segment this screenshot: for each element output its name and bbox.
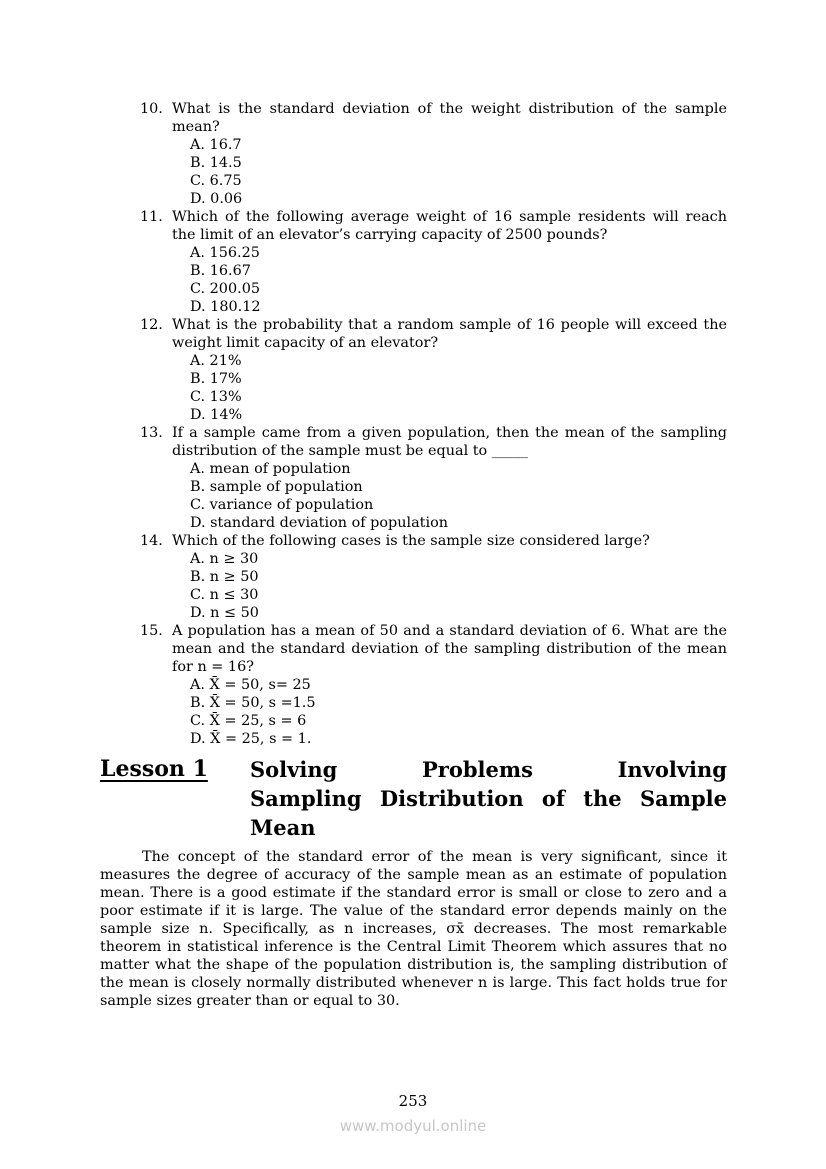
question-option: C. 6.75 — [190, 173, 242, 189]
question-option: C. n ≤ 30 — [190, 587, 259, 603]
question-body — [172, 532, 727, 622]
question-text: Which of the following cases is the sample size considered large? — [172, 533, 650, 549]
question-13 — [140, 424, 727, 532]
question-number: 14. — [140, 533, 163, 549]
question-option: C. X̄ = 25, s = 6 — [190, 713, 307, 729]
question-body — [172, 622, 727, 748]
lesson-heading — [100, 755, 727, 842]
question-text: If a sample came from a given population, then the mean of the sampling distribution of the sample must be equal to _____ — [172, 425, 727, 459]
question-option: B. 16.67 — [190, 263, 251, 279]
question-number: 11. — [140, 209, 163, 225]
question-10 — [140, 100, 727, 208]
lesson-title-line: Sampling Distribution of the Sample — [250, 786, 727, 811]
question-15 — [140, 622, 727, 748]
question-11 — [140, 208, 727, 316]
question-option: A. X̄ = 50, s= 25 — [190, 677, 311, 693]
question-number: 15. — [140, 623, 163, 639]
question-option: D. 180.12 — [190, 299, 261, 315]
page-content — [100, 100, 727, 1010]
lesson-label: Lesson 1 — [100, 756, 208, 782]
question-option: C. 200.05 — [190, 281, 260, 297]
question-number: 13. — [140, 425, 163, 441]
question-option: B. X̄ = 50, s =1.5 — [190, 695, 316, 711]
page-footer — [0, 1092, 826, 1135]
question-option: D. 0.06 — [190, 191, 243, 207]
question-body — [172, 100, 727, 208]
lesson-intro-paragraph: The concept of the standard error of the mean is very significant, since it measures the degree of accuracy of the sample mean as an estimate of population mean. There is a good estimate if the standard error is small or close to zero and a poor estimate if it is large. The value of the standard error depends mainly on the sample size n. Specifically, as n increases, σx̄ decreases. The most remarkable theorem in statistical inference is the Central Limit Theorem which assures that no matter what the shape of the population distribution is, the sampling distribution of the mean is closely normally distributed whenever n is large. This fact holds true for sample sizes greater than or equal to 30. — [100, 849, 727, 1009]
question-text: A population has a mean of 50 and a standard deviation of 6. What are the mean and the standard deviation of the sampling distribution of the mean for n = 16? — [172, 623, 727, 675]
question-number: 12. — [140, 317, 163, 333]
question-text: What is the probability that a random sample of 16 people will exceed the weight limit capacity of an elevator? — [172, 317, 727, 351]
question-option: A. 21% — [190, 353, 242, 369]
page-number: 253 — [398, 1092, 428, 1110]
question-text: Which of the following average weight of 16 sample residents will reach the limit of an elevator’s carrying capacity of 2500 pounds? — [172, 209, 727, 243]
question-option: D. 14% — [190, 407, 243, 423]
question-option: A. 16.7 — [190, 137, 242, 153]
lesson-title — [250, 755, 727, 842]
question-body — [172, 424, 727, 532]
question-option: B. n ≥ 50 — [190, 569, 259, 585]
question-number: 10. — [140, 101, 163, 117]
question-option: B. 14.5 — [190, 155, 242, 171]
question-option: B. 17% — [190, 371, 242, 387]
question-body — [172, 208, 727, 316]
question-option: A. 156.25 — [190, 245, 260, 261]
lesson-title-line: Solving Problems Involving — [250, 757, 727, 782]
question-option: B. sample of population — [190, 479, 363, 495]
question-text: What is the standard deviation of the weight distribution of the sample mean? — [172, 101, 727, 135]
question-option: C. variance of population — [190, 497, 374, 513]
question-12 — [140, 316, 727, 424]
question-option: D. standard deviation of population — [190, 515, 448, 531]
question-option: C. 13% — [190, 389, 242, 405]
question-option: D. n ≤ 50 — [190, 605, 259, 621]
question-option: A. n ≥ 30 — [190, 551, 259, 567]
question-option: A. mean of population — [190, 461, 351, 477]
question-body — [172, 316, 727, 424]
question-option: D. X̄ = 25, s = 1. — [190, 731, 312, 747]
question-14 — [140, 532, 727, 622]
lesson-title-line: Mean — [250, 815, 316, 840]
watermark: www.modyul.online — [339, 1117, 487, 1135]
